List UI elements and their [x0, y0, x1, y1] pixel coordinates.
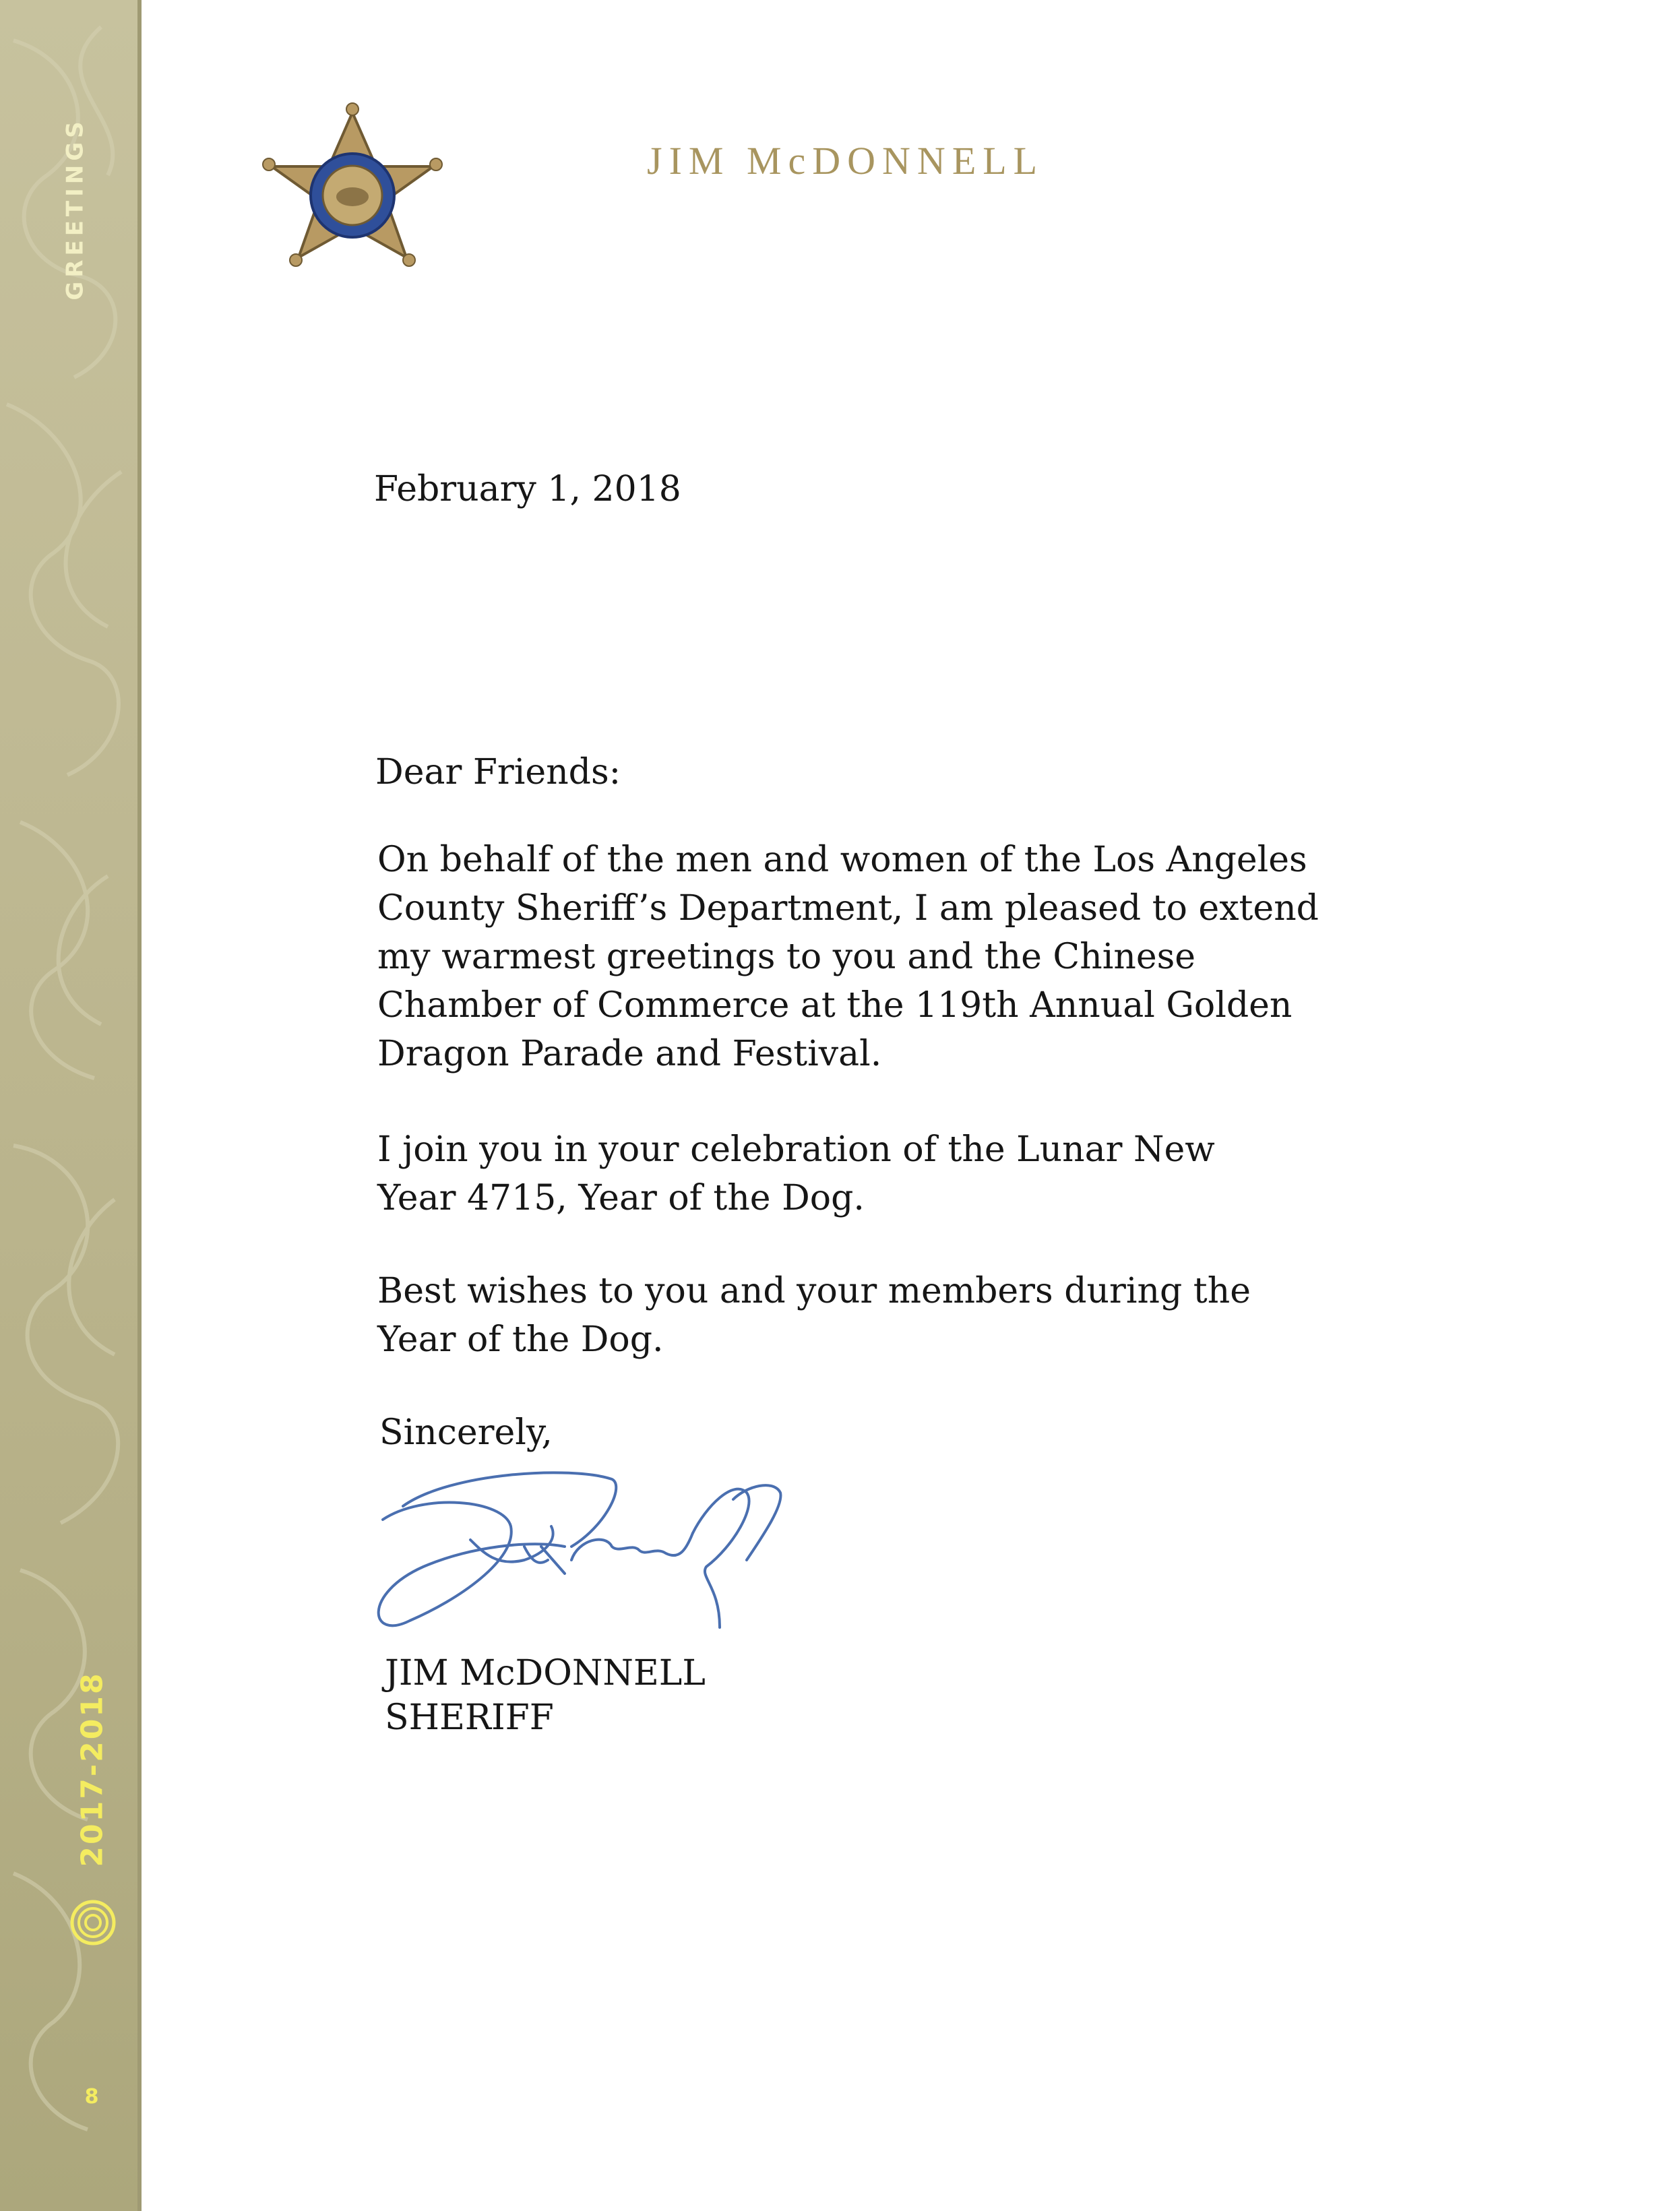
paragraph-2: I join you in your celebration of the Lunar New Year 4715, Year of the Dog.: [377, 1129, 1215, 1218]
section-label: GREETINGS: [62, 117, 90, 301]
page-number: 8: [84, 2085, 99, 2109]
circle-logo-icon: [69, 1899, 117, 1946]
paragraph-3: Best wishes to you and your members during the Year of the Dog.: [377, 1271, 1251, 1360]
signer-name: JIM McDONNELL: [385, 1653, 706, 1693]
salutation: Dear Friends:: [375, 752, 621, 792]
handwritten-signature: [369, 1466, 814, 1668]
closing: Sincerely,: [379, 1412, 553, 1453]
letter-date: February 1, 2018: [374, 469, 681, 509]
signer-title: SHERIFF: [385, 1698, 554, 1738]
letter-body: [374, 465, 1486, 1738]
sidebar-strip: [0, 0, 142, 2211]
years-label: 2017-2018: [75, 1671, 110, 1867]
swirl-pattern-icon: [0, 0, 142, 2211]
sheriff-star-badge-icon: [261, 102, 443, 298]
strip-edge: [137, 0, 142, 2211]
paragraph-1: On behalf of the men and women of the Los Angeles County Sheriff’s Department, I am pleased to extend my warmest greetings to you and the Chinese Chamber of Commerce at the 119th Annual Golden Dragon Parade and Festival.: [377, 840, 1319, 1074]
letterhead-name: JIM McDONNELL: [647, 139, 1045, 183]
